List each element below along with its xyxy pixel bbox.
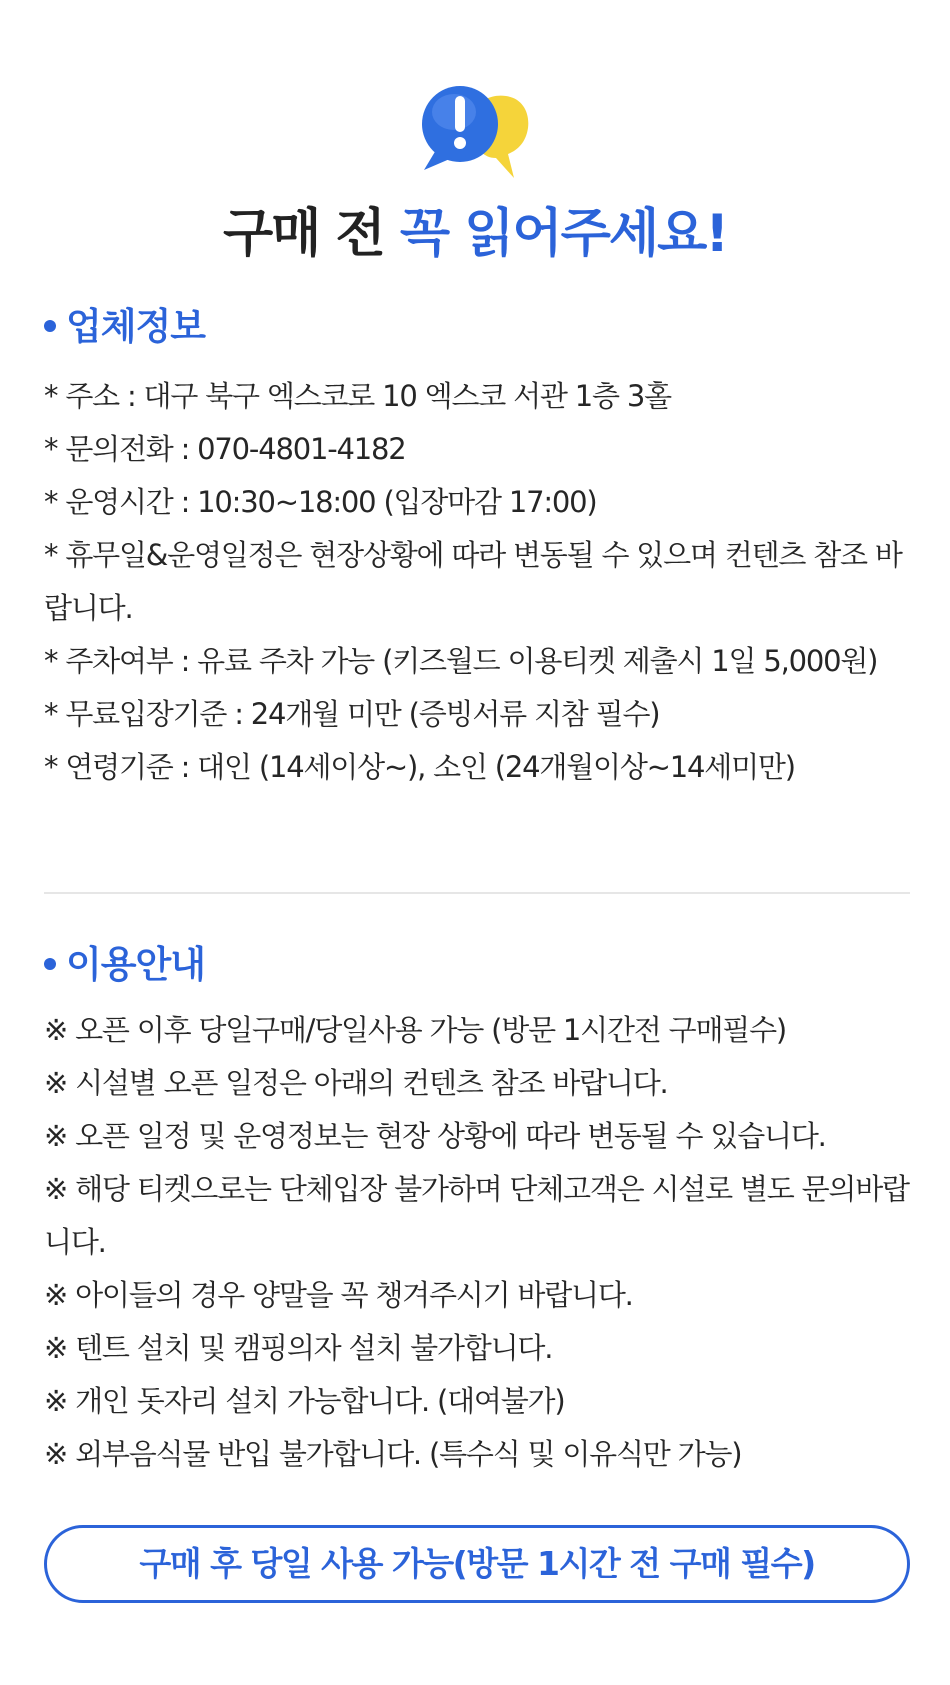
- bullet-dot-icon: [44, 320, 56, 332]
- usage-guide-item: ※ 시설별 오픈 일정은 아래의 컨텐츠 참조 바랍니다.: [44, 1066, 668, 1100]
- usage-guide-heading: [44, 940, 205, 990]
- company-info-hours: * 운영시간 : 10:30~18:00 (입장마감 17:00): [44, 485, 597, 519]
- usage-guide-item: ※ 개인 돗자리 설치 가능합니다. (대여불가): [44, 1384, 565, 1418]
- company-info-list: [44, 370, 910, 794]
- speech-bubbles-exclamation-icon: [418, 82, 533, 182]
- company-info-holiday: * 휴무일&운영일정은 현장상황에 따라 변동될 수 있으며 컨텐츠 참조 바랍니다.: [44, 538, 902, 625]
- company-info-age: * 연령기준 : 대인 (14세이상~), 소인 (24개월이상~14세미만): [44, 750, 795, 784]
- company-info-free-entry: * 무료입장기준 : 24개월 미만 (증빙서류 지참 필수): [44, 697, 660, 731]
- company-info-parking: * 주차여부 : 유료 주차 가능 (키즈월드 이용티켓 제출시 1일 5,000원): [44, 644, 878, 678]
- usage-guide-item: ※ 해당 티켓으로는 단체입장 불가하며 단체고객은 시설로 별도 문의바랍니다.: [44, 1172, 909, 1259]
- purchase-notice-button: 구매 후 당일 사용 가능(방문 1시간 전 구매 필수): [44, 1525, 910, 1603]
- usage-guide-list: [44, 1004, 910, 1481]
- company-info-phone: * 문의전화 : 070-4801-4182: [44, 432, 406, 466]
- usage-guide-item: ※ 외부음식물 반입 불가합니다. (특수식 및 이유식만 가능): [44, 1437, 742, 1471]
- usage-guide-item: ※ 텐트 설치 및 캠핑의자 설치 불가합니다.: [44, 1331, 553, 1365]
- usage-guide-item: ※ 아이들의 경우 양말을 꼭 챙겨주시기 바랍니다.: [44, 1278, 633, 1312]
- bullet-dot-icon: [44, 958, 56, 970]
- section-divider: [44, 892, 910, 894]
- company-info-heading: [44, 302, 205, 352]
- page-title-plain: 구매 전: [222, 204, 400, 264]
- usage-guide-item: ※ 오픈 일정 및 운영정보는 현장 상황에 따라 변동될 수 있습니다.: [44, 1119, 826, 1153]
- usage-guide-item: ※ 오픈 이후 당일구매/당일사용 가능 (방문 1시간전 구매필수): [44, 1013, 786, 1047]
- company-info-title: 업체정보: [66, 305, 205, 348]
- usage-guide-title: 이용안내: [66, 943, 205, 986]
- company-info-address: * 주소 : 대구 북구 엑스코로 10 엑스코 서관 1층 3홀: [44, 379, 671, 413]
- page-title: [0, 198, 950, 270]
- page-title-accent: 꼭 읽어주세요!: [399, 204, 728, 264]
